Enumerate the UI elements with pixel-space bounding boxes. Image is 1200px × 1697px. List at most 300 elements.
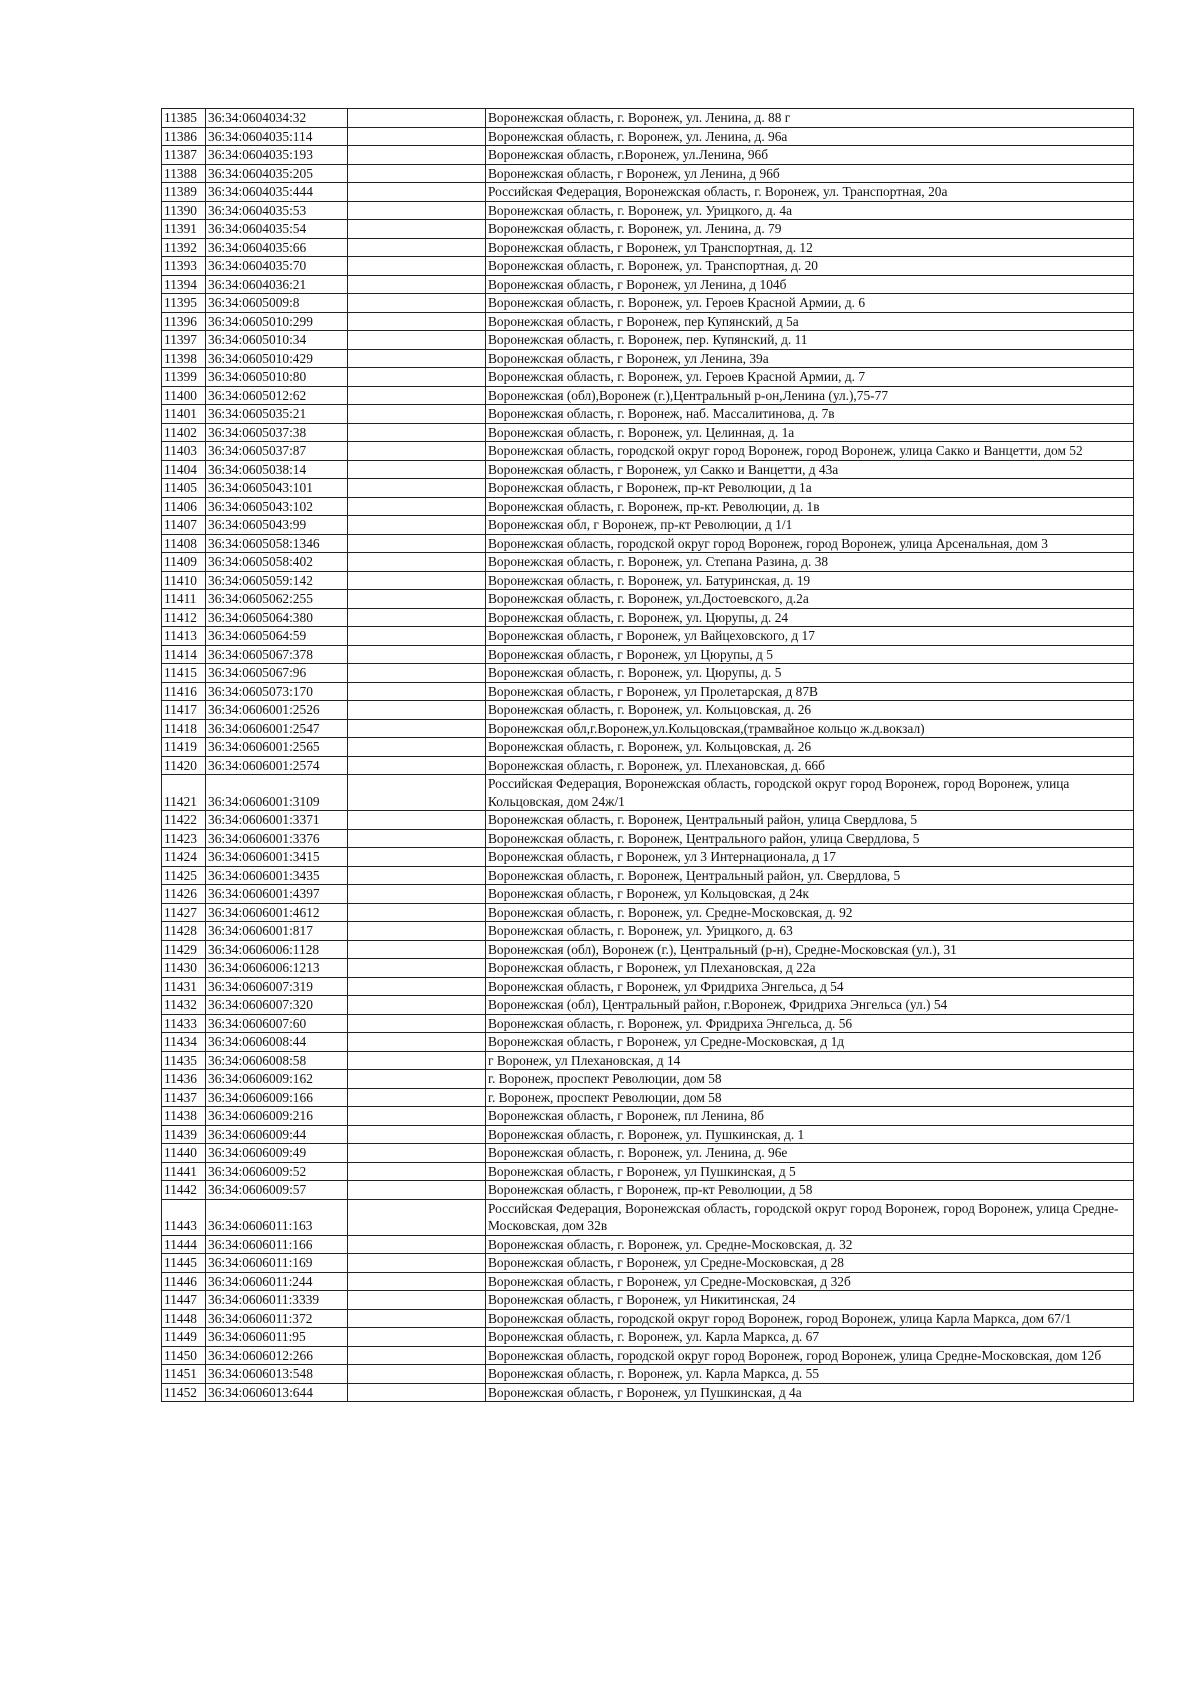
empty-cell: [348, 349, 486, 368]
table-row: [162, 1125, 1134, 1144]
table-row: [162, 959, 1134, 978]
table-row: [162, 1088, 1134, 1107]
empty-cell: [348, 922, 486, 941]
empty-cell: [348, 1235, 486, 1254]
cadastral-number-cell: 36:34:0606011:372: [206, 1309, 348, 1328]
empty-cell: [348, 275, 486, 294]
table-row: [162, 1383, 1134, 1402]
address-cell: Воронежская область, г. Воронеж, ул. Урицкого, д. 4а: [486, 201, 1134, 220]
row-number-cell: 11418: [162, 719, 206, 738]
row-number-cell: 11425: [162, 866, 206, 885]
address-cell: Воронежская область, г Воронеж, ул Фридриха Энгельса, д 54: [486, 977, 1134, 996]
row-number-cell: 11451: [162, 1365, 206, 1384]
cadastral-number-cell: 36:34:0606011:95: [206, 1328, 348, 1347]
cadastral-number-cell: 36:34:0605038:14: [206, 460, 348, 479]
row-number-cell: 11416: [162, 682, 206, 701]
cadastral-number-cell: 36:34:0605037:38: [206, 423, 348, 442]
row-number-cell: 11441: [162, 1162, 206, 1181]
empty-cell: [348, 1309, 486, 1328]
address-cell: Воронежская область, г Воронеж, пл Ленина, 8б: [486, 1107, 1134, 1126]
row-number-cell: 11403: [162, 442, 206, 461]
row-number-cell: 11390: [162, 201, 206, 220]
address-cell: Воронежская область, г Воронеж, ул Средне-Московская, д 1д: [486, 1033, 1134, 1052]
table-row: [162, 294, 1134, 313]
address-cell: Воронежская область, г. Воронеж, ул. Степана Разина, д. 38: [486, 553, 1134, 572]
row-number-cell: 11439: [162, 1125, 206, 1144]
row-number-cell: 11440: [162, 1144, 206, 1163]
cadastral-number-cell: 36:34:0605064:59: [206, 627, 348, 646]
cadastral-number-cell: 36:34:0606006:1128: [206, 940, 348, 959]
address-cell: Воронежская область, г. Воронеж, Центральный район, ул. Свердлова, 5: [486, 866, 1134, 885]
row-number-cell: 11422: [162, 811, 206, 830]
address-cell: Воронежская область, г Воронеж, пр-кт Революции, д 58: [486, 1181, 1134, 1200]
table-row: [162, 977, 1134, 996]
address-cell: Воронежская область, г Воронеж, ул Ленина, д 96б: [486, 164, 1134, 183]
empty-cell: [348, 1181, 486, 1200]
empty-cell: [348, 1291, 486, 1310]
empty-cell: [348, 590, 486, 609]
table-row: [162, 1291, 1134, 1310]
address-cell: Воронежская область, г. Воронеж, ул. Плехановская, д. 66б: [486, 756, 1134, 775]
empty-cell: [348, 1365, 486, 1384]
row-number-cell: 11398: [162, 349, 206, 368]
empty-cell: [348, 109, 486, 128]
table-row: [162, 1346, 1134, 1365]
empty-cell: [348, 977, 486, 996]
table-row: [162, 1162, 1134, 1181]
address-cell: Воронежская область, г. Воронеж, ул.Достоевского, д.2а: [486, 590, 1134, 609]
row-number-cell: 11445: [162, 1254, 206, 1273]
cadastral-number-cell: 36:34:0606001:2526: [206, 701, 348, 720]
table-row: [162, 1309, 1134, 1328]
cadastral-number-cell: 36:34:0606013:548: [206, 1365, 348, 1384]
cadastral-number-cell: 36:34:0605010:429: [206, 349, 348, 368]
table-row: [162, 109, 1134, 128]
cadastral-number-cell: 36:34:0606009:216: [206, 1107, 348, 1126]
row-number-cell: 11423: [162, 829, 206, 848]
table-row: [162, 829, 1134, 848]
table-row: [162, 866, 1134, 885]
address-cell: Воронежская обл, г Воронеж, пр-кт Революции, д 1/1: [486, 516, 1134, 535]
address-cell: Воронежская область, г. Воронеж, ул. Кольцовская, д. 26: [486, 738, 1134, 757]
table-row: [162, 220, 1134, 239]
address-cell: Воронежская область, г. Воронеж, ул. Урицкого, д. 63: [486, 922, 1134, 941]
empty-cell: [348, 775, 486, 811]
cadastral-number-cell: 36:34:0606001:4612: [206, 903, 348, 922]
cadastral-number-cell: 36:34:0605035:21: [206, 405, 348, 424]
address-cell: Воронежская область, г Воронеж, ул 3 Интернационала, д 17: [486, 848, 1134, 867]
address-cell: Воронежская область, г. Воронеж, Центральный район, улица Свердлова, 5: [486, 811, 1134, 830]
row-number-cell: 11413: [162, 627, 206, 646]
cadastral-number-cell: 36:34:0606013:644: [206, 1383, 348, 1402]
cadastral-number-cell: 36:34:0606001:3109: [206, 775, 348, 811]
empty-cell: [348, 1033, 486, 1052]
cadastral-number-cell: 36:34:0606001:2547: [206, 719, 348, 738]
address-cell: Воронежская область, г Воронеж, ул Никитинская, 24: [486, 1291, 1134, 1310]
address-cell: Воронежская (обл), Воронеж (г.), Центральный (р-н), Средне-Московская (ул.), 31: [486, 940, 1134, 959]
cadastral-number-cell: 36:34:0605010:34: [206, 331, 348, 350]
row-number-cell: 11392: [162, 238, 206, 257]
cadastral-number-cell: 36:34:0606011:244: [206, 1272, 348, 1291]
empty-cell: [348, 996, 486, 1015]
empty-cell: [348, 534, 486, 553]
table-row: [162, 534, 1134, 553]
address-cell: Воронежская область, г. Воронеж, ул. Героев Красной Армии, д. 6: [486, 294, 1134, 313]
cadastral-number-cell: 36:34:0605059:142: [206, 571, 348, 590]
table-row: [162, 349, 1134, 368]
cadastral-number-cell: 36:34:0604035:114: [206, 127, 348, 146]
table-row: [162, 368, 1134, 387]
table-row: [162, 775, 1134, 811]
empty-cell: [348, 1144, 486, 1163]
empty-cell: [348, 829, 486, 848]
empty-cell: [348, 386, 486, 405]
address-cell: Воронежская область, г Воронеж, ул Вайцеховского, д 17: [486, 627, 1134, 646]
address-cell: Воронежская область, г. Воронеж, ул. Ленина, д. 79: [486, 220, 1134, 239]
address-cell: Воронежская область, г. Воронеж, ул. Транспортная, д. 20: [486, 257, 1134, 276]
address-cell: Воронежская область, г.Воронеж, ул.Ленина, 96б: [486, 146, 1134, 165]
empty-cell: [348, 1070, 486, 1089]
row-number-cell: 11400: [162, 386, 206, 405]
row-number-cell: 11397: [162, 331, 206, 350]
table-row: [162, 183, 1134, 202]
cadastral-number-cell: 36:34:0606001:3371: [206, 811, 348, 830]
row-number-cell: 11434: [162, 1033, 206, 1052]
empty-cell: [348, 516, 486, 535]
empty-cell: [348, 848, 486, 867]
cadastral-number-cell: 36:34:0605043:102: [206, 497, 348, 516]
empty-cell: [348, 1088, 486, 1107]
table-row: [162, 164, 1134, 183]
row-number-cell: 11419: [162, 738, 206, 757]
table-row: [162, 1107, 1134, 1126]
address-cell: Воронежская область, г. Воронеж, наб. Массалитинова, д. 7в: [486, 405, 1134, 424]
empty-cell: [348, 866, 486, 885]
cadastral-number-cell: 36:34:0606011:163: [206, 1199, 348, 1235]
cadastral-number-cell: 36:34:0606001:3376: [206, 829, 348, 848]
table-row: [162, 701, 1134, 720]
row-number-cell: 11396: [162, 312, 206, 331]
empty-cell: [348, 1051, 486, 1070]
address-cell: Воронежская область, г. Воронеж, ул. Целинная, д. 1а: [486, 423, 1134, 442]
table-row: [162, 127, 1134, 146]
cadastral-number-cell: 36:34:0606012:266: [206, 1346, 348, 1365]
address-cell: Воронежская область, г. Воронеж, пер. Купянский, д. 11: [486, 331, 1134, 350]
table-row: [162, 940, 1134, 959]
row-number-cell: 11428: [162, 922, 206, 941]
table-row: [162, 903, 1134, 922]
table-row: [162, 516, 1134, 535]
empty-cell: [348, 220, 486, 239]
cadastral-number-cell: 36:34:0606007:60: [206, 1014, 348, 1033]
cadastral-number-cell: 36:34:0604035:205: [206, 164, 348, 183]
row-number-cell: 11415: [162, 664, 206, 683]
row-number-cell: 11452: [162, 1383, 206, 1402]
address-cell: Воронежская (обл), Центральный район, г.Воронеж, Фридриха Энгельса (ул.) 54: [486, 996, 1134, 1015]
row-number-cell: 11393: [162, 257, 206, 276]
row-number-cell: 11420: [162, 756, 206, 775]
cadastral-number-cell: 36:34:0605064:380: [206, 608, 348, 627]
row-number-cell: 11417: [162, 701, 206, 720]
address-cell: Воронежская область, г Воронеж, ул Ленина, 39а: [486, 349, 1134, 368]
row-number-cell: 11429: [162, 940, 206, 959]
cadastral-number-cell: 36:34:0606009:52: [206, 1162, 348, 1181]
empty-cell: [348, 571, 486, 590]
table-row: [162, 885, 1134, 904]
cadastral-number-cell: 36:34:0606011:166: [206, 1235, 348, 1254]
table-row: [162, 756, 1134, 775]
table-row: [162, 386, 1134, 405]
cadastral-number-cell: 36:34:0605067:96: [206, 664, 348, 683]
address-cell: Воронежская область, г. Воронеж, Центрального район, улица Свердлова, 5: [486, 829, 1134, 848]
row-number-cell: 11426: [162, 885, 206, 904]
address-cell: Воронежская область, городской округ город Воронеж, город Воронеж, улица Карла Маркса, дом 67/1: [486, 1309, 1134, 1328]
table-row: [162, 479, 1134, 498]
row-number-cell: 11402: [162, 423, 206, 442]
address-cell: Воронежская область, г. Воронеж, ул. Батуринская, д. 19: [486, 571, 1134, 590]
row-number-cell: 11401: [162, 405, 206, 424]
empty-cell: [348, 1014, 486, 1033]
row-number-cell: 11424: [162, 848, 206, 867]
cadastral-number-cell: 36:34:0604035:70: [206, 257, 348, 276]
cadastral-number-cell: 36:34:0606009:44: [206, 1125, 348, 1144]
row-number-cell: 11433: [162, 1014, 206, 1033]
cadastral-number-cell: 36:34:0605073:170: [206, 682, 348, 701]
cadastral-number-cell: 36:34:0606001:817: [206, 922, 348, 941]
table-row: [162, 608, 1134, 627]
cadastral-number-cell: 36:34:0606008:58: [206, 1051, 348, 1070]
cadastral-number-cell: 36:34:0604035:54: [206, 220, 348, 239]
empty-cell: [348, 664, 486, 683]
row-number-cell: 11411: [162, 590, 206, 609]
table-row: [162, 331, 1134, 350]
address-cell: Воронежская область, г. Воронеж, ул. Ленина, д. 96е: [486, 1144, 1134, 1163]
table-row: [162, 1199, 1134, 1235]
address-cell: Воронежская обл,г.Воронеж,ул.Кольцовская,(трамвайное кольцо ж.д.вокзал): [486, 719, 1134, 738]
empty-cell: [348, 497, 486, 516]
empty-cell: [348, 1162, 486, 1181]
address-cell: Воронежская область, г. Воронеж, ул. Ленина, д. 88 г: [486, 109, 1134, 128]
empty-cell: [348, 959, 486, 978]
cadastral-number-cell: 36:34:0604035:53: [206, 201, 348, 220]
table-row: [162, 146, 1134, 165]
row-number-cell: 11448: [162, 1309, 206, 1328]
cadastral-number-cell: 36:34:0606001:4397: [206, 885, 348, 904]
cadastral-number-cell: 36:34:0604035:66: [206, 238, 348, 257]
address-cell: Воронежская область, г Воронеж, ул Сакко и Ванцетти, д 43а: [486, 460, 1134, 479]
row-number-cell: 11442: [162, 1181, 206, 1200]
address-cell: Воронежская область, г. Воронеж, ул. Кольцовская, д. 26: [486, 701, 1134, 720]
table-row: [162, 1014, 1134, 1033]
address-cell: Воронежская область, г. Воронеж, ул. Карла Маркса, д. 55: [486, 1365, 1134, 1384]
address-cell: г. Воронеж, проспект Революции, дом 58: [486, 1070, 1134, 1089]
address-cell: Воронежская область, г. Воронеж, пр-кт. Революции, д. 1в: [486, 497, 1134, 516]
empty-cell: [348, 1125, 486, 1144]
address-cell: Воронежская область, г. Воронеж, ул. Карла Маркса, д. 67: [486, 1328, 1134, 1347]
address-cell: Воронежская область, г Воронеж, пр-кт Революции, д 1а: [486, 479, 1134, 498]
empty-cell: [348, 719, 486, 738]
cadastral-number-cell: 36:34:0606007:320: [206, 996, 348, 1015]
table-row: [162, 442, 1134, 461]
table-row: [162, 1033, 1134, 1052]
address-cell: Воронежская область, г Воронеж, ул Пролетарская, д 87В: [486, 682, 1134, 701]
table-row: [162, 1254, 1134, 1273]
row-number-cell: 11431: [162, 977, 206, 996]
address-cell: Воронежская область, г. Воронеж, ул. Цюрупы, д. 24: [486, 608, 1134, 627]
cadastral-number-cell: 36:34:0606006:1213: [206, 959, 348, 978]
empty-cell: [348, 1346, 486, 1365]
empty-cell: [348, 146, 486, 165]
row-number-cell: 11399: [162, 368, 206, 387]
row-number-cell: 11450: [162, 1346, 206, 1365]
address-cell: Воронежская область, г. Воронеж, ул. Ленина, д. 96а: [486, 127, 1134, 146]
address-cell: Российская Федерация, Воронежская область, городской округ город Воронеж, город Воронеж, улица Средне-Московская, дом 32в: [486, 1199, 1134, 1235]
table-row: [162, 405, 1134, 424]
property-register-table: [161, 108, 1134, 1402]
table-row: [162, 1272, 1134, 1291]
empty-cell: [348, 756, 486, 775]
row-number-cell: 11395: [162, 294, 206, 313]
row-number-cell: 11408: [162, 534, 206, 553]
cadastral-number-cell: 36:34:0606008:44: [206, 1033, 348, 1052]
table-body: [162, 109, 1134, 1402]
table-row: [162, 719, 1134, 738]
cadastral-number-cell: 36:34:0604035:193: [206, 146, 348, 165]
address-cell: Воронежская область, г Воронеж, ул Плехановская, д 22а: [486, 959, 1134, 978]
empty-cell: [348, 608, 486, 627]
row-number-cell: 11435: [162, 1051, 206, 1070]
table-row: [162, 1070, 1134, 1089]
table-row: [162, 627, 1134, 646]
address-cell: Воронежская область, г. Воронеж, ул. Героев Красной Армии, д. 7: [486, 368, 1134, 387]
empty-cell: [348, 553, 486, 572]
table-row: [162, 1328, 1134, 1347]
table-row: [162, 848, 1134, 867]
address-cell: Воронежская область, г Воронеж, пер Купянский, д 5а: [486, 312, 1134, 331]
address-cell: Российская Федерация, Воронежская область, г. Воронеж, ул. Транспортная, 20а: [486, 183, 1134, 202]
row-number-cell: 11414: [162, 645, 206, 664]
row-number-cell: 11444: [162, 1235, 206, 1254]
cadastral-number-cell: 36:34:0606011:3339: [206, 1291, 348, 1310]
address-cell: Воронежская область, городской округ город Воронеж, город Воронеж, улица Сакко и Ванцетти, дом 52: [486, 442, 1134, 461]
address-cell: Воронежская область, г Воронеж, ул Кольцовская, д 24к: [486, 885, 1134, 904]
row-number-cell: 11385: [162, 109, 206, 128]
cadastral-number-cell: 36:34:0605058:1346: [206, 534, 348, 553]
cadastral-number-cell: 36:34:0605037:87: [206, 442, 348, 461]
empty-cell: [348, 257, 486, 276]
cadastral-number-cell: 36:34:0605058:402: [206, 553, 348, 572]
empty-cell: [348, 164, 486, 183]
empty-cell: [348, 460, 486, 479]
address-cell: Воронежская область, г Воронеж, ул Пушкинская, д 4а: [486, 1383, 1134, 1402]
empty-cell: [348, 294, 486, 313]
table-row: [162, 1365, 1134, 1384]
empty-cell: [348, 903, 486, 922]
address-cell: Воронежская область, г Воронеж, ул Средне-Московская, д 32б: [486, 1272, 1134, 1291]
row-number-cell: 11446: [162, 1272, 206, 1291]
empty-cell: [348, 1107, 486, 1126]
table-row: [162, 738, 1134, 757]
table-row: [162, 257, 1134, 276]
address-cell: Воронежская область, г Воронеж, ул Средне-Московская, д 28: [486, 1254, 1134, 1273]
address-cell: г. Воронеж, проспект Революции, дом 58: [486, 1088, 1134, 1107]
row-number-cell: 11394: [162, 275, 206, 294]
empty-cell: [348, 127, 486, 146]
row-number-cell: 11386: [162, 127, 206, 146]
cadastral-number-cell: 36:34:0606007:319: [206, 977, 348, 996]
row-number-cell: 11387: [162, 146, 206, 165]
row-number-cell: 11407: [162, 516, 206, 535]
cadastral-number-cell: 36:34:0605043:99: [206, 516, 348, 535]
empty-cell: [348, 423, 486, 442]
table-row: [162, 1235, 1134, 1254]
row-number-cell: 11436: [162, 1070, 206, 1089]
table-row: [162, 238, 1134, 257]
cadastral-number-cell: 36:34:0605010:80: [206, 368, 348, 387]
row-number-cell: 11437: [162, 1088, 206, 1107]
row-number-cell: 11432: [162, 996, 206, 1015]
row-number-cell: 11389: [162, 183, 206, 202]
cadastral-number-cell: 36:34:0606009:166: [206, 1088, 348, 1107]
empty-cell: [348, 885, 486, 904]
address-cell: Воронежская область, г. Воронеж, ул. Средне-Московская, д. 92: [486, 903, 1134, 922]
table-row: [162, 664, 1134, 683]
table-row: [162, 996, 1134, 1015]
row-number-cell: 11412: [162, 608, 206, 627]
empty-cell: [348, 940, 486, 959]
empty-cell: [348, 1328, 486, 1347]
empty-cell: [348, 701, 486, 720]
address-cell: Воронежская область, г Воронеж, ул Пушкинская, д 5: [486, 1162, 1134, 1181]
empty-cell: [348, 682, 486, 701]
row-number-cell: 11438: [162, 1107, 206, 1126]
table-row: [162, 645, 1134, 664]
cadastral-number-cell: 36:34:0605062:255: [206, 590, 348, 609]
empty-cell: [348, 1383, 486, 1402]
row-number-cell: 11388: [162, 164, 206, 183]
cadastral-number-cell: 36:34:0604034:32: [206, 109, 348, 128]
row-number-cell: 11406: [162, 497, 206, 516]
cadastral-number-cell: 36:34:0606001:3415: [206, 848, 348, 867]
address-cell: Воронежская область, г. Воронеж, ул. Средне-Московская, д. 32: [486, 1235, 1134, 1254]
empty-cell: [348, 405, 486, 424]
row-number-cell: 11405: [162, 479, 206, 498]
cadastral-number-cell: 36:34:0606009:57: [206, 1181, 348, 1200]
empty-cell: [348, 368, 486, 387]
address-cell: Воронежская область, городской округ город Воронеж, город Воронеж, улица Средне-Московская, дом 12б: [486, 1346, 1134, 1365]
row-number-cell: 11427: [162, 903, 206, 922]
address-cell: Воронежская (обл),Воронеж (г.),Центральный р-он,Ленина (ул.),75-77: [486, 386, 1134, 405]
address-cell: Воронежская область, г Воронеж, ул Цюрупы, д 5: [486, 645, 1134, 664]
address-cell: Российская Федерация, Воронежская область, городской округ город Воронеж, город Воронеж, улица Кольцовская, дом 24ж/1: [486, 775, 1134, 811]
row-number-cell: 11449: [162, 1328, 206, 1347]
cadastral-number-cell: 36:34:0606009:162: [206, 1070, 348, 1089]
address-cell: Воронежская область, г. Воронеж, ул. Цюрупы, д. 5: [486, 664, 1134, 683]
empty-cell: [348, 238, 486, 257]
row-number-cell: 11409: [162, 553, 206, 572]
table-row: [162, 1181, 1134, 1200]
empty-cell: [348, 312, 486, 331]
empty-cell: [348, 811, 486, 830]
empty-cell: [348, 201, 486, 220]
table-row: [162, 423, 1134, 442]
row-number-cell: 11404: [162, 460, 206, 479]
cadastral-number-cell: 36:34:0605010:299: [206, 312, 348, 331]
table-row: [162, 590, 1134, 609]
cadastral-number-cell: 36:34:0606011:169: [206, 1254, 348, 1273]
table-row: [162, 811, 1134, 830]
cadastral-number-cell: 36:34:0604036:21: [206, 275, 348, 294]
